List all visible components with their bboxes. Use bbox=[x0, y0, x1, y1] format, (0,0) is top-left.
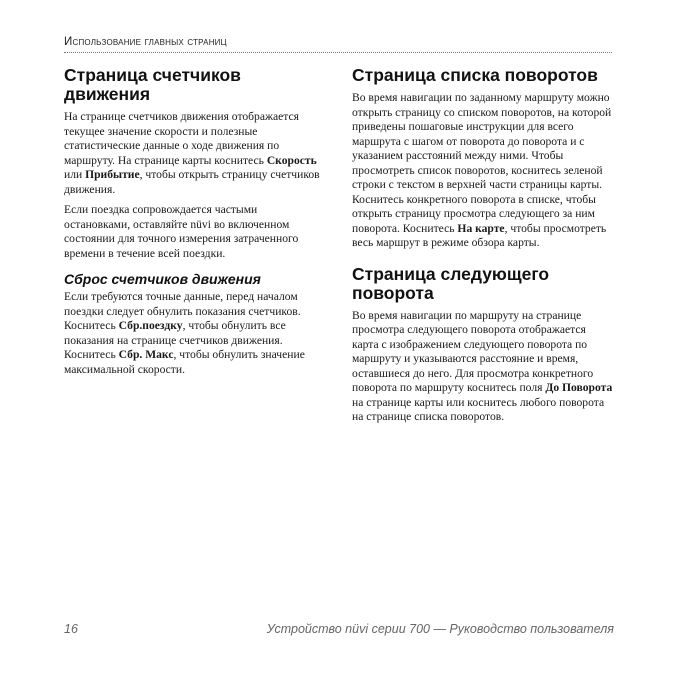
header-divider bbox=[64, 52, 612, 53]
paragraph-reset-trip: Если требуются точные данные, перед началом поездки следует обнулить показания счетчиков. Коснитесь Сбр.поездку, чтобы обнулить все показания на странице счетчиков движения. Коснитесь Сбр. Макс, чтобы обнулить значение максимальной скорости. bbox=[64, 290, 305, 376]
paragraph-next-turn: Во время навигации по маршруту на странице просмотра следующего поворота отображается карта с изображением следующего поворота по маршруту и указываются расстояние и время, оставшиеся до него. Для просмотра конкретного поворота по маршруту коснитесь поля До Поворота на странице карты или коснитесь любого поворота на странице списка поворотов. bbox=[352, 308, 613, 423]
section-heading-next-turn: Страница следующего поворота bbox=[352, 263, 550, 303]
page-number: 16 bbox=[64, 622, 78, 636]
manual-title: Устройство nüvi серии 700 — Руководство пользователя bbox=[266, 622, 614, 636]
right-column bbox=[352, 60, 614, 431]
running-header: Использование главных страниц bbox=[64, 36, 227, 48]
subheading-reset-trip: Сброс счетчиков движения bbox=[64, 271, 261, 287]
paragraph-trip-computer-intro: На странице счетчиков движения отображается текущее значение скорости и полезные статистические данные о ходе движения по маршруту. На странице карты коснитесь Скорость или Прибытие, чтобы открыть страницу счетчиков движения. bbox=[64, 110, 320, 196]
section-heading-turn-list: Страница списка поворотов bbox=[352, 65, 598, 85]
section-heading-trip-computer: Страница счетчиков движения bbox=[64, 65, 241, 104]
left-column bbox=[64, 60, 324, 383]
paragraph-turn-list: Во время навигации по заданному маршруту можно открыть страницу со списком поворотов, на которой приведены пошаговые инструкции для всего маршрута с шагом от поворота до поворота и с указанием расстояний между ними. Чтобы просмотреть список поворотов, коснитесь зеленой строки с текстом в верхней части страницы карты. Коснитесь конкретного поворота в списке, чтобы открыть страницу просмотра следующего за ним поворота. Коснитесь На карте, чтобы просмотреть весь маршрут в режиме обзора карты. bbox=[352, 91, 612, 249]
paragraph-frequent-stops: Если поездка сопровождается частыми остановками, оставляйте nüvi во включенном состоянии для точного измерения затраченного времени в течение всей поездки. bbox=[64, 203, 299, 260]
